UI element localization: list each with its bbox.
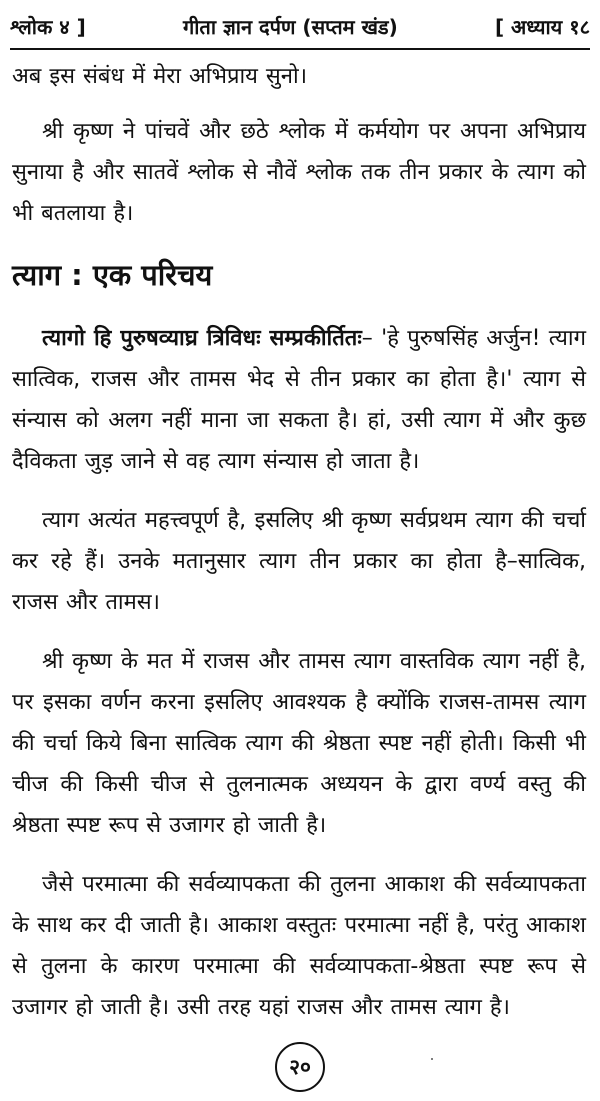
section-heading: त्याग : एक परिचय bbox=[12, 258, 213, 292]
paragraph-analogy: जैसे परमात्मा की सर्वव्यापकता की तुलना आकाश की सर्वव्यापकता के साथ कर दी जाती है। आकाश वस्तुतः परमात्मा नहीं है, परंतु आकाश से तुलना के कारण परमात्मा की सर्वव्यापकता-श्रेष्ठता स्पष्ट रूप से उजागर हो जाती है। उसी तरह यहां राजस और तामस त्याग है। bbox=[12, 872, 586, 1020]
running-header bbox=[10, 4, 590, 50]
page-number-circle bbox=[275, 1042, 325, 1092]
paragraph-rajas-tamas: श्री कृष्ण के मत में राजस और तामस त्याग वास्तविक त्याग नहीं है, पर इसका वर्णन करना इसलिए आवश्यक है क्योंकि राजस-तामस त्याग की चर्चा किये बिना सात्विक त्याग की श्रेष्ठता स्पष्ट नहीं होती। किसी भी चीज की किसी चीज से तुलनात्मक अध्ययन के द्वारा वर्ण्य वस्तु की श्रेष्ठता स्पष्ट रूप से उजागर हो जाती है। bbox=[12, 649, 586, 838]
paragraph-verse-quote bbox=[12, 318, 586, 482]
paragraph-intro: श्री कृष्ण ने पांचवें और छठे श्लोक में कर्मयोग पर अपना अभिप्राय सुनाया है और सातवें श्लोक से नौवें श्लोक तक तीन प्रकार के त्याग को भी बतलाया है। bbox=[12, 119, 586, 226]
print-speck bbox=[431, 1058, 433, 1060]
header-book-title: गीता ज्ञान दर्पण (सप्तम खंड) bbox=[182, 14, 398, 39]
header-verse-ref: श्लोक ४ ] bbox=[10, 14, 86, 39]
paragraph-continued: अब इस संबंध में मेरा अभिप्राय सुनो। bbox=[12, 64, 308, 89]
paragraph-importance: त्याग अत्यंत महत्त्वपूर्ण है, इसलिए श्री कृष्ण सर्वप्रथम त्याग की चर्चा कर रहे हैं। उनके मतानुसार त्याग तीन प्रकार का होता है–सात्विक, राजस और तामस। bbox=[12, 508, 586, 615]
sanskrit-quote: त्यागो हि पुरुषव्याघ्र त्रिविधः सम्प्रकीर्तितः bbox=[42, 326, 362, 351]
header-chapter-ref: [ अध्याय १८ bbox=[494, 14, 590, 39]
page-number: २० bbox=[289, 1055, 311, 1079]
quote-explanation: – 'हे पुरुषसिंह अर्जुन! त्याग सात्विक, राजस और तामस भेद से तीन प्रकार का होता है।' त्याग से संन्यास को अलग नहीं माना जा सकता है। हां, उसी त्याग में और कुछ दैविकता जुड़ जाने से वह त्याग संन्यास हो जाता है। bbox=[12, 326, 586, 474]
page-body bbox=[12, 56, 586, 1046]
